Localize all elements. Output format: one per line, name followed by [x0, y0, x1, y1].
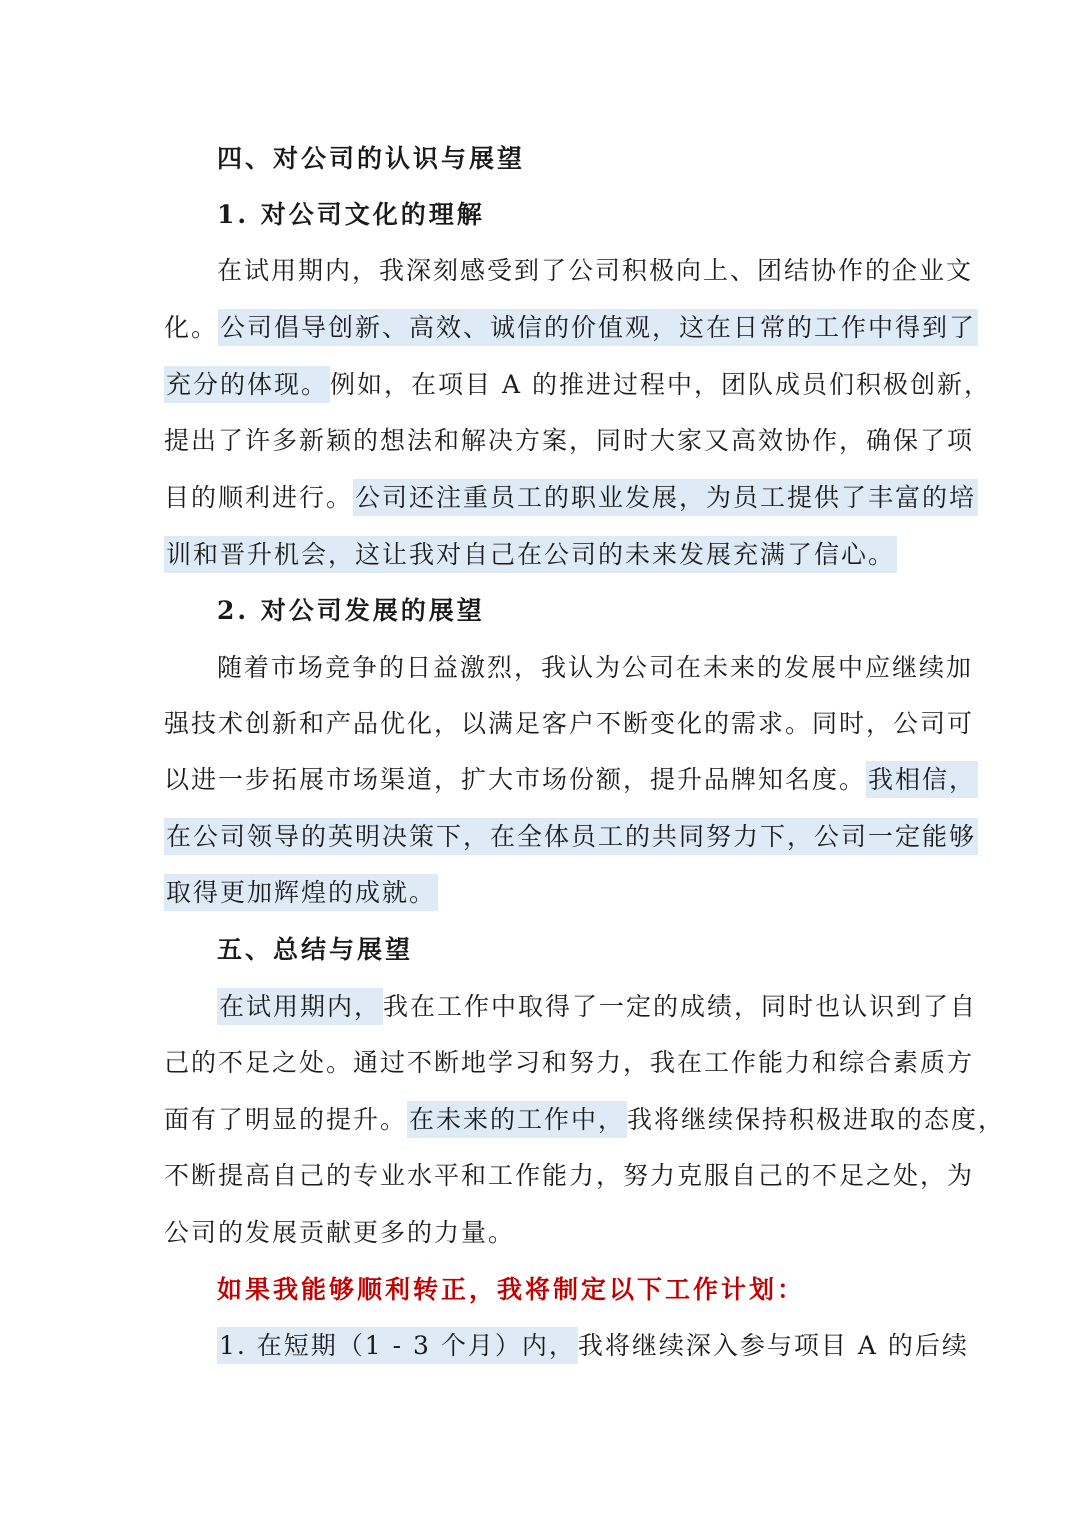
highlighted-text: 在公司领导的英明决策下，在全体员工的共同努力下，公司一定能够	[164, 818, 978, 855]
paragraph-line	[164, 357, 991, 413]
paragraph-line: 不断提高自己的专业水平和工作能力，努力克服自己的不足之处，为	[164, 1161, 975, 1190]
work-plan-intro: 如果我能够顺利转正，我将制定以下工作计划：	[217, 1275, 806, 1304]
highlighted-text: 1. 在短期（1 - 3 个月）内，	[217, 1327, 578, 1364]
text-run: 目的顺利进行。	[164, 483, 354, 512]
paragraph-line: 随着市场竞争的日益激烈，我认为公司在未来的发展中应继续加	[217, 653, 974, 682]
highlighted-text: 在未来的工作中，	[407, 1101, 627, 1138]
work-plan-item	[217, 1318, 969, 1374]
text-run: 例如，在项目 A 的推进过程中，团队成员们积极创新，	[330, 370, 991, 399]
text-run: 我将继续深入参与项目 A 的后续	[577, 1331, 969, 1360]
paragraph-line	[164, 527, 897, 583]
highlighted-text: 公司倡导创新、高效、诚信的价值观，这在日常的工作中得到了	[218, 309, 978, 346]
text-run: 我在工作中取得了一定的成绩，同时也认识到了自	[383, 992, 978, 1021]
highlighted-text: 训和晋升机会，这让我对自己在公司的未来发展充满了信心。	[164, 536, 897, 573]
paragraph-line: 己的不足之处。通过不断地学习和努力，我在工作能力和综合素质方	[164, 1048, 975, 1077]
highlighted-text: 充分的体现。	[164, 366, 330, 403]
text-run: 以进一步拓展市场渠道，扩大市场份额，提升品牌知名度。	[164, 765, 867, 794]
paragraph-line	[164, 752, 978, 808]
section-heading-4: 四、对公司的认识与展望	[217, 144, 526, 173]
text-run: 面有了明显的提升。	[164, 1105, 408, 1134]
paragraph-line: 公司的发展贡献更多的力量。	[164, 1218, 516, 1247]
paragraph-line: 在试用期内，我深刻感受到了公司积极向上、团结协作的企业文	[217, 256, 974, 285]
paragraph-line	[164, 865, 438, 921]
subheading-development-outlook: 2. 对公司发展的展望	[217, 596, 485, 625]
paragraph-line	[164, 300, 978, 356]
paragraph-line	[164, 1092, 1005, 1148]
paragraph-line: 强技术创新和产品优化，以满足客户不断变化的需求。同时，公司可	[164, 709, 975, 738]
paragraph-line	[217, 979, 977, 1035]
highlighted-text: 取得更加辉煌的成就。	[164, 874, 438, 911]
highlighted-text: 我相信，	[866, 761, 978, 798]
subheading-company-culture: 1. 对公司文化的理解	[217, 200, 485, 229]
paragraph-line	[164, 809, 978, 865]
paragraph-line: 提出了许多新颖的想法和解决方案，同时大家又高效协作，确保了项	[164, 426, 975, 455]
section-heading-5: 五、总结与展望	[217, 935, 414, 964]
highlighted-text: 公司还注重员工的职业发展，为员工提供了丰富的培	[353, 479, 978, 516]
text-run: 化。	[164, 313, 219, 342]
text-run: 我将继续保持积极进取的态度，	[627, 1105, 1006, 1134]
highlighted-text: 在试用期内，	[217, 988, 383, 1025]
paragraph-line	[164, 470, 978, 526]
